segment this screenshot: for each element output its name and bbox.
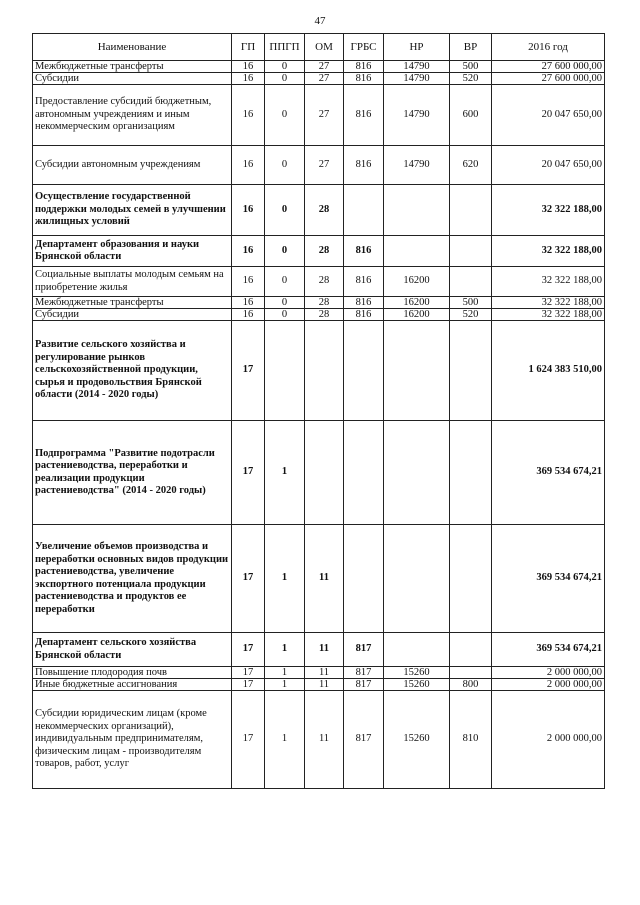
row-grbs: 817 xyxy=(344,679,384,691)
row-ppgp: 0 xyxy=(265,267,305,297)
table-row xyxy=(33,267,605,297)
row-name: Субсидии xyxy=(33,309,232,321)
row-name: Предоставление субсидий бюджетным, автономным учреждениям и иным некоммерческим организациям xyxy=(33,85,232,146)
row-nr: 14790 xyxy=(384,146,450,185)
row-ppgp: 1 xyxy=(265,667,305,679)
row-nr xyxy=(384,421,450,525)
row-gp: 17 xyxy=(232,633,265,667)
row-om: 27 xyxy=(305,61,344,73)
row-name: Субсидии юридическим лицам (кроме некоммерческих организаций), индивидуальным предпринимателям, физическим лицам - производителям товаров, работ, услуг xyxy=(33,691,232,789)
row-gp: 17 xyxy=(232,667,265,679)
row-vr: 520 xyxy=(450,309,492,321)
row-vr: 500 xyxy=(450,297,492,309)
row-grbs: 816 xyxy=(344,146,384,185)
row-name: Субсидии xyxy=(33,73,232,85)
row-name: Подпрограмма "Развитие подотрасли растениеводства, переработки и реализации продукции растениеводства" (2014 - 2020 годы) xyxy=(33,421,232,525)
row-name: Иные бюджетные ассигнования xyxy=(33,679,232,691)
header-grbs: ГРБС xyxy=(344,34,384,61)
row-vr: 500 xyxy=(450,61,492,73)
row-vr xyxy=(450,236,492,267)
header-ppgp: ППГП xyxy=(265,34,305,61)
row-name: Осуществление государственной поддержки молодых семей в улучшении жилищных условий xyxy=(33,185,232,236)
header-vr: ВР xyxy=(450,34,492,61)
table-row xyxy=(33,73,605,85)
row-name: Увеличение объемов производства и переработки основных видов продукции растениеводства, увеличение экспортного потенциала продукции растениеводства и продуктов ее переработки xyxy=(33,525,232,633)
row-ppgp: 0 xyxy=(265,185,305,236)
row-om: 11 xyxy=(305,667,344,679)
table-row xyxy=(33,525,605,633)
row-nr: 16200 xyxy=(384,297,450,309)
row-grbs: 816 xyxy=(344,297,384,309)
row-ppgp: 0 xyxy=(265,236,305,267)
table-row xyxy=(33,185,605,236)
row-amount: 369 534 674,21 xyxy=(492,421,605,525)
row-ppgp: 0 xyxy=(265,297,305,309)
row-ppgp: 1 xyxy=(265,679,305,691)
row-gp: 17 xyxy=(232,679,265,691)
row-name: Межбюджетные трансферты xyxy=(33,297,232,309)
row-om: 11 xyxy=(305,633,344,667)
table-row xyxy=(33,667,605,679)
row-gp: 16 xyxy=(232,73,265,85)
row-om: 28 xyxy=(305,297,344,309)
row-nr: 16200 xyxy=(384,309,450,321)
row-amount: 27 600 000,00 xyxy=(492,61,605,73)
row-grbs xyxy=(344,321,384,421)
header-nr: НР xyxy=(384,34,450,61)
row-ppgp: 0 xyxy=(265,309,305,321)
header-om: ОМ xyxy=(305,34,344,61)
row-grbs xyxy=(344,525,384,633)
row-vr: 620 xyxy=(450,146,492,185)
row-vr: 810 xyxy=(450,691,492,789)
row-om xyxy=(305,421,344,525)
row-nr xyxy=(384,321,450,421)
table-row xyxy=(33,321,605,421)
row-gp: 17 xyxy=(232,421,265,525)
row-ppgp: 1 xyxy=(265,525,305,633)
row-gp: 17 xyxy=(232,525,265,633)
row-amount: 2 000 000,00 xyxy=(492,679,605,691)
row-amount: 27 600 000,00 xyxy=(492,73,605,85)
row-vr xyxy=(450,185,492,236)
row-om xyxy=(305,321,344,421)
row-amount: 2 000 000,00 xyxy=(492,667,605,679)
row-amount: 32 322 188,00 xyxy=(492,236,605,267)
row-om: 11 xyxy=(305,679,344,691)
row-grbs: 816 xyxy=(344,73,384,85)
row-vr xyxy=(450,321,492,421)
row-ppgp: 1 xyxy=(265,691,305,789)
table-row xyxy=(33,309,605,321)
row-name: Социальные выплаты молодым семьям на приобретение жилья xyxy=(33,267,232,297)
row-amount: 369 534 674,21 xyxy=(492,525,605,633)
row-amount: 32 322 188,00 xyxy=(492,185,605,236)
row-ppgp: 0 xyxy=(265,85,305,146)
row-nr: 14790 xyxy=(384,85,450,146)
row-grbs xyxy=(344,421,384,525)
row-gp: 17 xyxy=(232,691,265,789)
row-vr: 520 xyxy=(450,73,492,85)
table-row xyxy=(33,691,605,789)
row-gp: 17 xyxy=(232,321,265,421)
row-nr: 14790 xyxy=(384,61,450,73)
row-name: Повышение плодородия почв xyxy=(33,667,232,679)
row-grbs: 816 xyxy=(344,85,384,146)
row-name: Департамент образования и науки Брянской области xyxy=(33,236,232,267)
row-ppgp: 1 xyxy=(265,633,305,667)
row-nr: 16200 xyxy=(384,267,450,297)
row-gp: 16 xyxy=(232,267,265,297)
row-ppgp: 1 xyxy=(265,421,305,525)
table-row xyxy=(33,679,605,691)
header-name: Наименование xyxy=(33,34,232,61)
row-vr xyxy=(450,667,492,679)
row-vr xyxy=(450,421,492,525)
row-om: 27 xyxy=(305,73,344,85)
row-grbs: 816 xyxy=(344,267,384,297)
table-row xyxy=(33,236,605,267)
row-nr: 14790 xyxy=(384,73,450,85)
row-ppgp xyxy=(265,321,305,421)
row-ppgp: 0 xyxy=(265,73,305,85)
row-gp: 16 xyxy=(232,146,265,185)
row-grbs: 817 xyxy=(344,691,384,789)
row-gp: 16 xyxy=(232,236,265,267)
row-amount: 32 322 188,00 xyxy=(492,267,605,297)
row-name: Развитие сельского хозяйства и регулирование рынков сельскохозяйственной продукции, сырья и продовольствия Брянской области (2014 - 2020 годы) xyxy=(33,321,232,421)
table-header-row xyxy=(33,34,605,61)
row-nr xyxy=(384,185,450,236)
row-ppgp: 0 xyxy=(265,61,305,73)
row-amount: 32 322 188,00 xyxy=(492,297,605,309)
row-name: Межбюджетные трансферты xyxy=(33,61,232,73)
row-nr xyxy=(384,236,450,267)
row-gp: 16 xyxy=(232,309,265,321)
row-om: 11 xyxy=(305,691,344,789)
row-gp: 16 xyxy=(232,85,265,146)
table-row xyxy=(33,421,605,525)
row-vr xyxy=(450,525,492,633)
row-name: Субсидии автономным учреждениям xyxy=(33,146,232,185)
row-nr: 15260 xyxy=(384,679,450,691)
row-nr xyxy=(384,633,450,667)
row-vr xyxy=(450,267,492,297)
row-gp: 16 xyxy=(232,61,265,73)
page-number: 47 xyxy=(314,15,326,27)
row-om: 27 xyxy=(305,146,344,185)
row-amount: 20 047 650,00 xyxy=(492,85,605,146)
header-amount: 2016 год xyxy=(492,34,605,61)
row-grbs xyxy=(344,185,384,236)
row-grbs: 816 xyxy=(344,309,384,321)
row-vr: 800 xyxy=(450,679,492,691)
row-gp: 16 xyxy=(232,185,265,236)
row-grbs: 817 xyxy=(344,667,384,679)
row-amount: 369 534 674,21 xyxy=(492,633,605,667)
row-name: Департамент сельского хозяйства Брянской области xyxy=(33,633,232,667)
row-amount: 2 000 000,00 xyxy=(492,691,605,789)
row-amount: 20 047 650,00 xyxy=(492,146,605,185)
row-nr: 15260 xyxy=(384,691,450,789)
table-row xyxy=(33,61,605,73)
row-grbs: 817 xyxy=(344,633,384,667)
row-ppgp: 0 xyxy=(265,146,305,185)
row-amount: 32 322 188,00 xyxy=(492,309,605,321)
budget-table xyxy=(32,33,605,789)
row-gp: 16 xyxy=(232,297,265,309)
row-om: 11 xyxy=(305,525,344,633)
row-om: 28 xyxy=(305,236,344,267)
row-nr: 15260 xyxy=(384,667,450,679)
header-gp: ГП xyxy=(232,34,265,61)
row-om: 28 xyxy=(305,185,344,236)
row-vr: 600 xyxy=(450,85,492,146)
table-row xyxy=(33,633,605,667)
row-vr xyxy=(450,633,492,667)
table-row xyxy=(33,146,605,185)
row-om: 27 xyxy=(305,85,344,146)
row-om: 28 xyxy=(305,309,344,321)
row-grbs: 816 xyxy=(344,236,384,267)
row-amount: 1 624 383 510,00 xyxy=(492,321,605,421)
row-om: 28 xyxy=(305,267,344,297)
row-grbs: 816 xyxy=(344,61,384,73)
table-row xyxy=(33,297,605,309)
row-nr xyxy=(384,525,450,633)
table-row xyxy=(33,85,605,146)
